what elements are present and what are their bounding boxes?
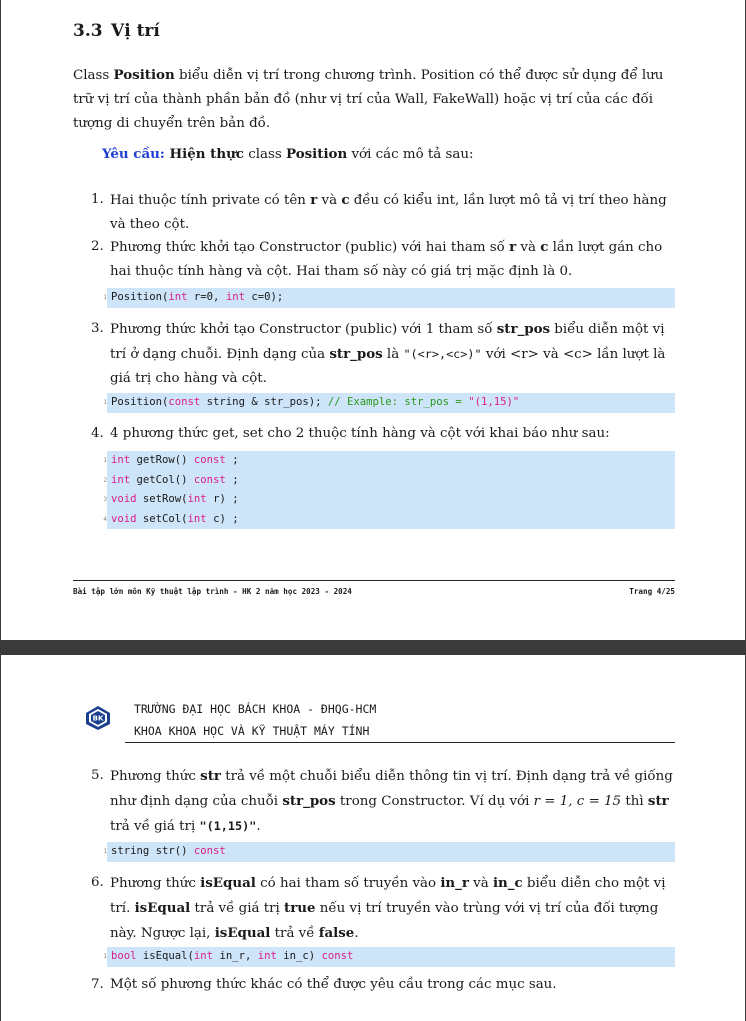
code-line: 3 void setRow(int r) ; (103, 493, 239, 505)
list-number: 4. (91, 426, 104, 441)
header-faculty-name: KHOA KHOA HỌC VÀ KỸ THUẬT MÁY TÍNH (134, 724, 370, 738)
list-item-text: Một số phương thức khác có thể được yêu cầu trong các mục sau. (110, 977, 557, 992)
document-page-1 (1, 0, 745, 640)
list-number: 2. (91, 239, 104, 254)
section-title: Vị trí (111, 21, 160, 41)
code-line: 1 Position(int r=0, int c=0); (103, 291, 284, 303)
list-number: 3. (91, 321, 104, 336)
header-divider (125, 742, 675, 743)
code-block-isequal (103, 947, 675, 967)
intro-text-1: Class (73, 68, 114, 83)
list-item-text: Phương thức str trả về một chuỗi biểu diễn thông tin vị trí. Định dạng trả về giống như định dạng của chuỗi str_pos trong Constructor. Ví dụ với r = 1, c = 15 thì str trả về giá trị "(1,15)". (110, 768, 673, 834)
list-item-6 (73, 871, 675, 946)
section-number: 3.3 (73, 21, 103, 41)
list-item-5 (73, 764, 675, 839)
code-block-constructor (103, 288, 675, 308)
requirement-bold: Hiện thực (164, 146, 244, 162)
section-heading (73, 21, 160, 41)
university-logo-icon (85, 705, 111, 731)
list-number: 5. (91, 768, 104, 783)
code-line: 1 string str() const (103, 845, 226, 857)
svg-text:BK: BK (92, 714, 104, 723)
code-line: 1 bool isEqual(int in_r, int in_c) const (103, 950, 354, 962)
requirement-class: Position (286, 146, 348, 162)
requirement-line (102, 142, 474, 167)
requirement-label: Yêu cầu: (102, 146, 165, 162)
list-item-text: Phương thức isEqual có hai tham số truyền vào in_r và in_c biểu diễn cho một vị trí. isEqual trả về giá trị true nếu vị trí truyền vào trùng với vị trí của đối tượng này. Ngược lại, isEqual trả về false. (110, 875, 666, 941)
footer-page-number: Trang 4/25 (629, 587, 675, 596)
list-item-text: Phương thức khởi tạo Constructor (public) với 1 tham số str_pos biểu diễn một vị trí ở dạng chuỗi. Định dạng của str_pos là "(<r>,<c>)" với <r> và <c> lần lượt là giá trị cho hàng và cột. (110, 321, 666, 386)
header-university-name: TRƯỜNG ĐẠI HỌC BÁCH KHOA - ĐHQG-HCM (134, 702, 377, 716)
list-item-1 (73, 188, 675, 237)
code-line: 2 int getCol() const ; (103, 473, 239, 486)
code-line: 4 void setCol(int c) ; (103, 512, 239, 525)
footer-course-title: Bài tập lớn môn Kỹ thuật lập trình - HK 2 năm học 2023 - 2024 (73, 587, 352, 596)
list-number: 1. (91, 192, 104, 207)
requirement-tail: với các mô tả sau: (347, 147, 474, 162)
intro-paragraph (73, 63, 675, 136)
document-page-2 (1, 655, 745, 1021)
list-item-3 (73, 317, 675, 391)
list-number: 6. (91, 875, 104, 890)
code-line: 1 Position(const string & str_pos); // Example: str_pos = "(1,15)" (103, 396, 520, 408)
intro-text-2: biểu diễn vị trí trong chương trình. Position có thể được sử dụng để lưu trữ vị trí của thành phần bản đồ (như vị trí của Wall, FakeWall) hoặc vị trí của các đối tượng di chuyển trên bản đồ. (73, 68, 664, 131)
footer-divider (73, 580, 675, 581)
list-item-4 (73, 422, 675, 446)
intro-class-name: Position (113, 67, 175, 83)
list-item-text: Hai thuộc tính private có tên r và c đều có kiểu int, lần lượt mô tả vị trí theo hàng và theo cột. (110, 192, 667, 232)
code-block-getters-setters (103, 451, 675, 529)
code-block-string-constructor (103, 393, 675, 413)
list-item-7 (73, 973, 675, 997)
code-line: 1 int getRow() const ; (103, 454, 239, 466)
list-item-text: Phương thức khởi tạo Constructor (public) với hai tham số r và c lần lượt gán cho hai thuộc tính hàng và cột. Hai tham số này có giá trị mặc định là 0. (110, 239, 663, 279)
list-number: 7. (91, 977, 104, 992)
requirement-mid: class (243, 147, 286, 162)
list-item-2 (73, 235, 675, 284)
code-block-str (103, 842, 675, 862)
list-item-text: 4 phương thức get, set cho 2 thuộc tính hàng và cột với khai báo như sau: (110, 426, 610, 441)
